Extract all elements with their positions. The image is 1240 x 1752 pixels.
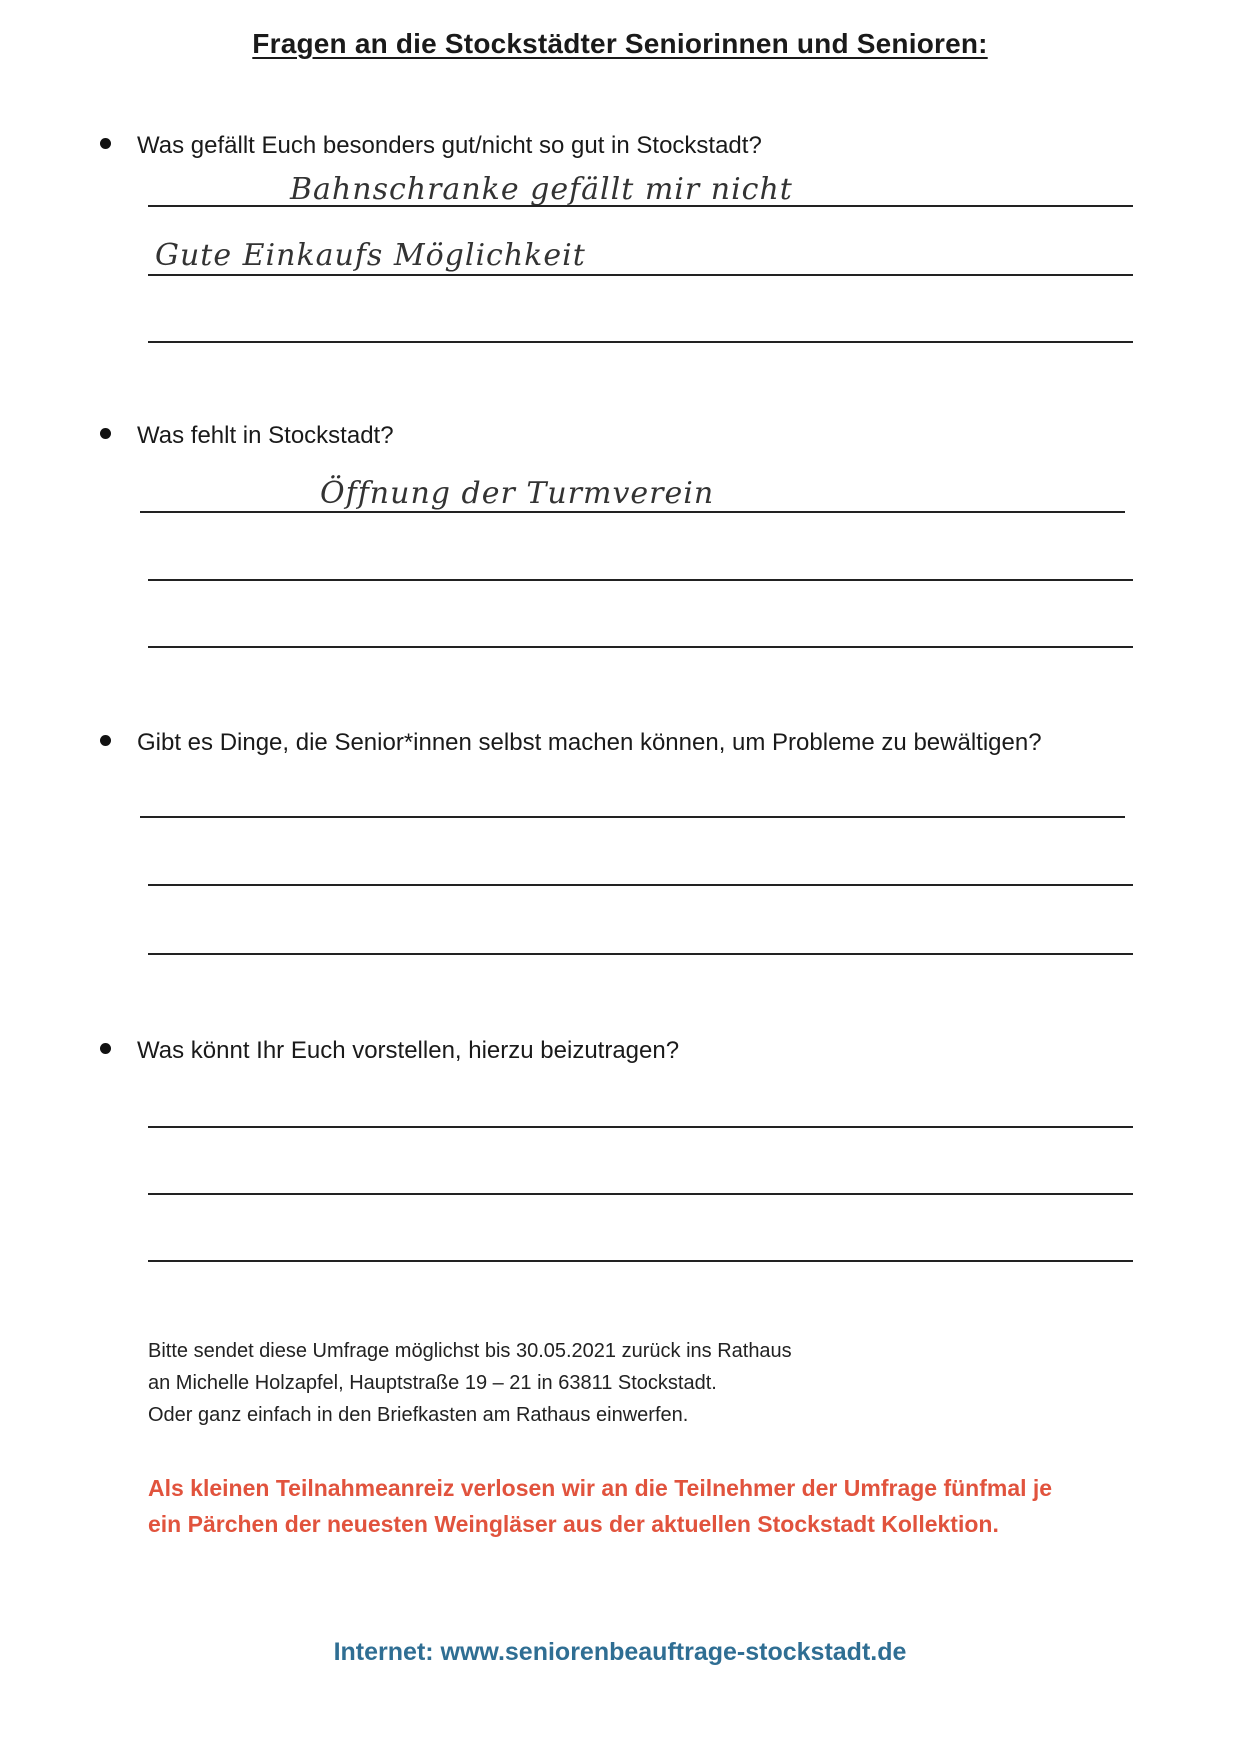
bullet-icon xyxy=(100,735,111,746)
instructions-line: Oder ganz einfach in den Briefkasten am Rathaus einwerfen. xyxy=(148,1404,689,1426)
question-3-text: Gibt es Dinge, die Senior*innen selbst machen können, um Probleme zu bewältigen? xyxy=(137,729,1042,756)
answer-line[interactable] xyxy=(148,1126,1133,1128)
answer-line[interactable] xyxy=(148,274,1133,276)
page-title: Fragen an die Stockstädter Seniorinnen und Senioren: xyxy=(252,28,988,59)
answer-line[interactable] xyxy=(148,646,1133,648)
instructions-line: an Michelle Holzapfel, Hauptstraße 19 – 21 in 63811 Stockstadt. xyxy=(148,1372,717,1394)
answer-line[interactable] xyxy=(148,1193,1133,1195)
bullet-icon xyxy=(100,138,111,149)
bullet-icon xyxy=(100,428,111,439)
question-4-text: Was könnt Ihr Euch vorstellen, hierzu beizutragen? xyxy=(137,1037,680,1064)
raffle-line: Als kleinen Teilnahmeanreiz verlosen wir an die Teilnehmer der Umfrage fünfmal je xyxy=(148,1475,1053,1501)
instructions-line: Bitte sendet diese Umfrage möglichst bis 30.05.2021 zurück ins Rathaus xyxy=(148,1340,792,1362)
website-link[interactable]: Internet: www.seniorenbeauftrage-stockstadt.de xyxy=(333,1638,907,1666)
question-2 xyxy=(100,422,394,450)
raffle-line: ein Pärchen der neuesten Weingläser aus der aktuellen Stockstadt Kollektion. xyxy=(148,1511,999,1537)
question-3 xyxy=(100,729,1042,757)
answer-line[interactable] xyxy=(140,816,1125,818)
bullet-icon xyxy=(100,1043,111,1054)
answer-1-2[interactable]: Gute Einkaufs Möglichkeit xyxy=(155,238,586,273)
question-4 xyxy=(100,1037,679,1065)
answer-line[interactable] xyxy=(148,884,1133,886)
question-2-text: Was fehlt in Stockstadt? xyxy=(137,422,394,449)
answer-line[interactable] xyxy=(148,341,1133,343)
answer-line[interactable] xyxy=(148,579,1133,581)
answer-line[interactable] xyxy=(148,953,1133,955)
answer-line[interactable] xyxy=(148,1260,1133,1262)
return-instructions xyxy=(148,1335,792,1431)
answer-2-1[interactable]: Öffnung der Turmverein xyxy=(320,476,715,511)
answer-line[interactable] xyxy=(140,511,1125,513)
answer-line[interactable] xyxy=(148,205,1133,207)
answer-1-1[interactable]: Bahnschranke gefällt mir nicht xyxy=(290,172,793,207)
question-1-text: Was gefällt Euch besonders gut/nicht so gut in Stockstadt? xyxy=(137,132,762,159)
raffle-notice xyxy=(148,1470,1052,1542)
question-1 xyxy=(100,132,762,160)
